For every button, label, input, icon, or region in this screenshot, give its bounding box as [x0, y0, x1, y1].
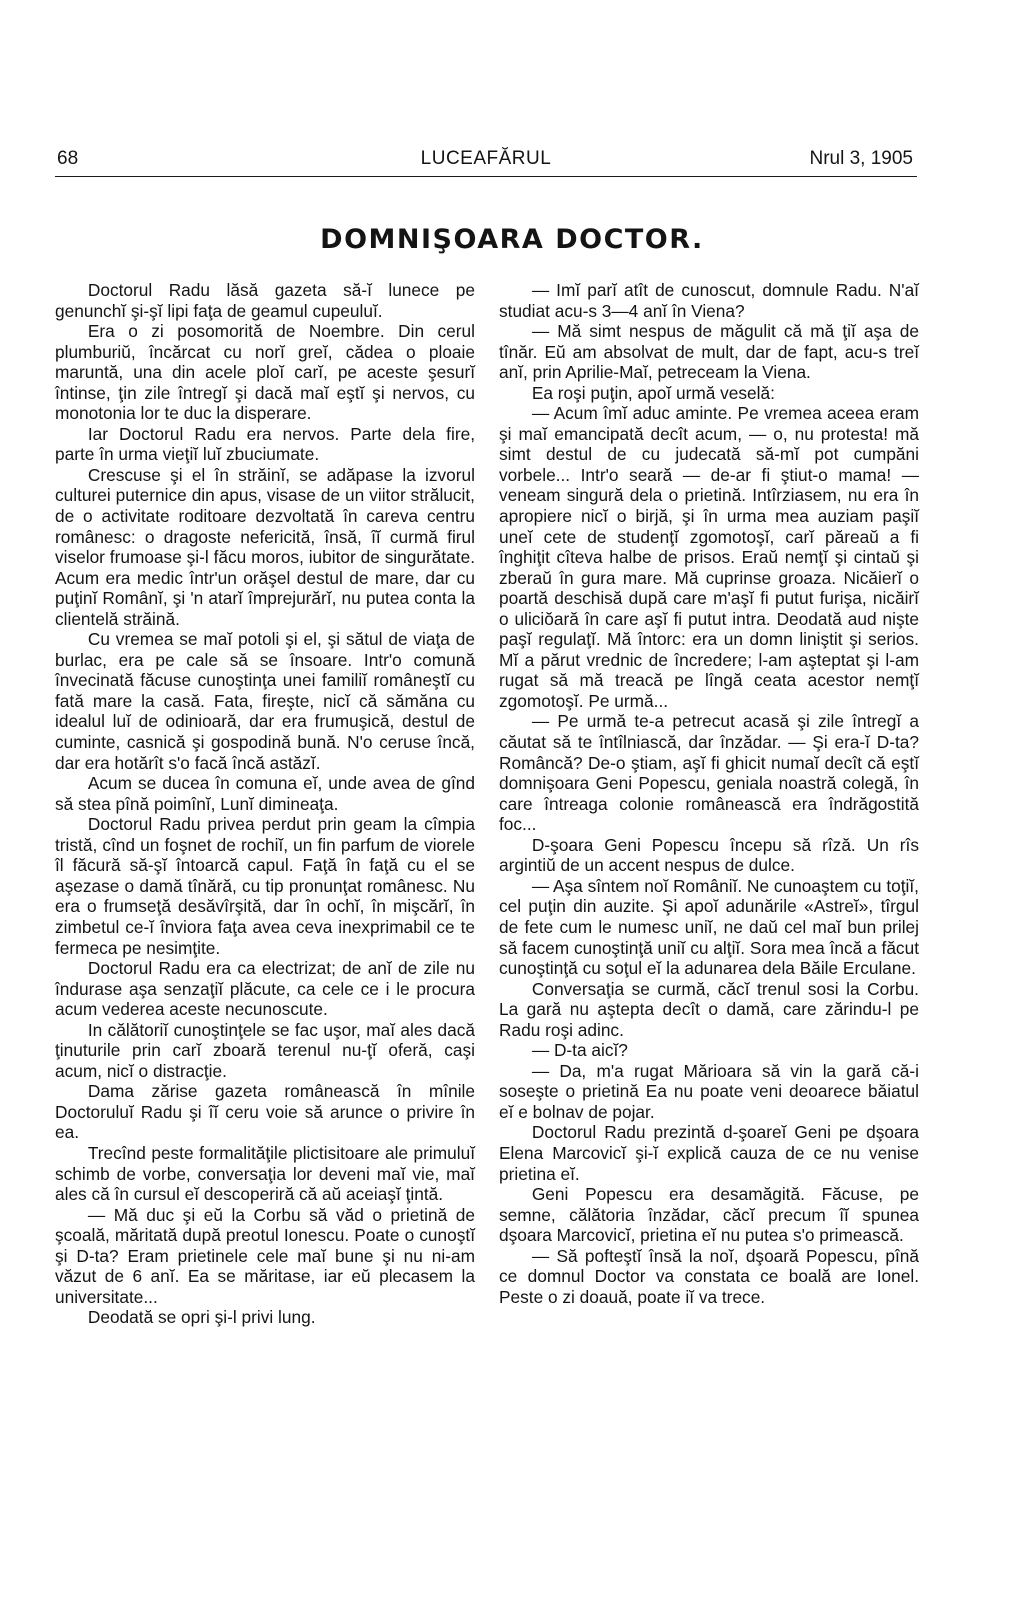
- paragraph: Deodată se opri şi-l privi lung.: [87, 1307, 316, 1328]
- left-column: [55, 280, 475, 1328]
- paragraph: Trecînd peste formalităţile plictisitoare ale primuluĭ schimb de vorbe, conversaţia lor deveni maĭ vie, maĭ ales că în cursul eĭ descoperiră că aŭ aceiaşĭ ţintă.: [55, 1142, 475, 1205]
- paragraph: Conversaţia se curmă, căcĭ trenul sosi la Corbu. La gară nu aştepta decît o damă, care zărindu-l pe Radu roşi adinc.: [499, 978, 919, 1040]
- paragraph: — Imĭ parĭ atît de cunoscut, domnule Radu. N'aĭ studiat acu-s 3—4 anĭ în Viena?: [499, 280, 919, 321]
- paragraph: Acum se ducea în comuna eĭ, unde avea de gînd să stea pînă poimînĭ, Lunĭ dimineaţa.: [55, 773, 475, 814]
- page-number: 68: [57, 148, 79, 169]
- paragraph: Doctorul Radu prezintă d-şoareĭ Geni pe dşoara Elena Marcovicĭ şi-ĭ explică cauza de ce nu venise prietina eĭ.: [499, 1122, 919, 1184]
- paragraph: Geni Popescu era desamăgită. Făcuse, pe semne, călătoria înzădar, căcĭ precum îĭ spunea dşoara Marcovicĭ, prietina eĭ nu putea s'o primească.: [499, 1184, 919, 1246]
- right-column: [499, 280, 919, 1307]
- paragraph: Ea roşi puţin, apoĭ urmă veselă:: [531, 382, 775, 403]
- article-title: DOMNIŞOARA DOCTOR.: [320, 224, 704, 255]
- paragraph: D-şoara Geni Popescu începu să rîză. Un rîs argintiŭ de un accent nespus de dulce.: [499, 834, 919, 876]
- issue-number: Nrul 3, 1905: [809, 148, 913, 169]
- paragraph: Crescuse şi el în străinĭ, se adăpase la izvorul culturei puternice din apus, visase de un viitor strălucit, de o activitate roditoare dezvoltată în careva centru românesc: o dragoste nefericită, însă, îĭ curmă firul viselor frumoase şi-l făcu moros, iubitor de singurătate. Acum era medic într'un orăşel destul de mare, dar cu puţinĭ Românĭ, şi 'n atarĭ împrejurărĭ, nu putea conta la clientelă străină.: [55, 464, 475, 629]
- paragraph: Doctorul Radu lăsă gazeta să-ĭ lunece pe genunchĭ şi-şĭ lipi faţa de geamul cupeuluĭ.: [55, 280, 475, 321]
- paragraph: Cu vremea se maĭ potoli şi el, şi sătul de viaţa de burlac, era pe cale să se însoare. Intr'o comună învecinată făcuse cunoştinţa unei familiĭ româneştĭ cu fată mare la casă. Fata, fireşte, nicĭ că sămăna cu idealul luĭ de odinioară, dar era frumuşică, destul de cuminte, casnică şi gospodină bună. N'o ceruse încă, dar era hotărît s'o facă încă astăzĭ.: [55, 629, 475, 773]
- paragraph: Doctorul Radu privea perdut prin geam la cîmpia tristă, cînd un foşnet de rochiĭ, un fin parfum de viorele îl făcură să-şĭ întoarcă capul. Faţă în faţă cu el se aşezase o damă tînără, cu tip pronunţat românesc. Nu era o frumseţă desăvîrşită, dar în ochĭ, în mişcărĭ, în zimbetul ce-ĭ înviora faţa avea ceva inexprimabil ce te fermeca pe nesimţite.: [55, 814, 475, 958]
- paragraph: Doctorul Radu era ca electrizat; de anĭ de zile nu îndurase aşa senzaţiĭ plăcute, ca cele ce i le procura acum vederea aceste necunoscute.: [55, 958, 475, 1020]
- running-header: [55, 148, 917, 177]
- paragraph: — Aşa sîntem noĭ Româniĭ. Ne cunoaştem cu toţiĭ, cel puţin din auzite. Şi apoĭ adunările «Astreĭ», tîrgul de fete cum le numesc uniĭ, ne daŭ cel maĭ bun prilej să facem cunoştinţă uniĭ cu alţiĭ. Sora mea încă a făcut cunoştinţă cu soţul eĭ la adunarea dela Băile Erculane.: [499, 875, 919, 979]
- paragraph: — Să pofteştĭ însă la noĭ, dşoară Popescu, pînă ce domnul Doctor va constata ce boală are Ionel. Peste o zi doauă, poate iĭ va trece.: [499, 1245, 919, 1307]
- paragraph: — Mă simt nespus de măgulit că mă ţiĭ aşa de tînăr. Eŭ am absolvat de mult, dar de fapt, acu-s treĭ anĭ, prin Aprilie-Maĭ, petreceam la Viena.: [499, 321, 919, 383]
- paragraph: Era o zi posomorită de Noembre. Din cerul plumburiŭ, încărcat cu norĭ greĭ, cădea o ploaie maruntă, una din acele ploĭ carĭ, pe aceste şesurĭ întinse, ţin zile întregĭ şi dacă maĭ eştĭ şi nervos, cu monotonia lor te duc la disperare.: [55, 321, 475, 424]
- paragraph: — Mă duc şi eŭ la Corbu să văd o prietină de şcoală, măritată după preotul Ionescu. Poate o cunoştĭ şi D-ta? Eram prietinele cele maĭ bune şi nu ni-am văzut de 6 anĭ. Ea se măritase, iar eŭ plecasem la universitate...: [55, 1204, 475, 1307]
- masthead: LUCEAFĂRUL: [420, 148, 552, 169]
- paragraph: Iar Doctorul Radu era nervos. Parte dela fire, parte în urma vieţiĭ luĭ zbuciumate.: [55, 423, 475, 465]
- paragraph: Dama zărise gazeta românească în mînile Doctoruluĭ Radu şi îĭ ceru voie să arunce o privire în ea.: [55, 1081, 475, 1143]
- paragraph: — D-ta aicĭ?: [531, 1040, 628, 1061]
- paragraph: — Da, m'a rugat Mărioara să vin la gară că-i soseşte o prietină Ea nu poate veni deoarece băiatul eĭ e bolnav de pojar.: [499, 1060, 919, 1122]
- paragraph: In călătoriĭ cunoştinţele se fac uşor, maĭ ales dacă ţinuturile prin carĭ zboară terenul nu-ţĭ oferă, caşi acum, nicĭ o distracţie.: [55, 1019, 475, 1081]
- paragraph: — Pe urmă te-a petrecut acasă şi zile întregĭ a căutat să te întîlniască, dar înzădar. — Şi era-ĭ D-ta? Româncă? De-o ştiam, aşĭ fi ghicit numaĭ decît că eştĭ domnişoara Geni Popescu, geniala noastră colegă, în care întreaga colonie românească era îndrăgostită foc...: [499, 711, 919, 835]
- paragraph: — Acum îmĭ aduc aminte. Pe vremea aceea eram şi maĭ emancipată decît acum, — o, nu protesta! mă simt destul de cu judecată să-mĭ pot cumpăni vorbele... Intr'o seară — de-ar fi ştiut-o mama! — veneam singură dela o prietină. Intîrziasem, nu era în apropiere nicĭ o birjă, şi în urma mea auziam paşiĭ uneĭ cete de studenţĭ zgomotoşĭ, carĭ păreaŭ a fi înghiţit cîteva halbe de prisos. Eraŭ nemţĭ şi cintaŭ şi zberaŭ în gura mare. Mă cuprinse groaza. Nicăierĭ o poartă deschisă după care m'aşĭ fi putut furişa, nicăirĭ o uliciŏară în care aşĭ fi putut intra. Deodată aud nişte paşĭ regulaţĭ. Mă întorc: era un domn liniştit şi serios. Mĭ a părut vrednic de încredere; l-am aşteptat şi l-am rugat să mă treacă pe lîngă ceata acestor nemţĭ zgomotoşĭ. Pe urmă...: [499, 403, 919, 711]
